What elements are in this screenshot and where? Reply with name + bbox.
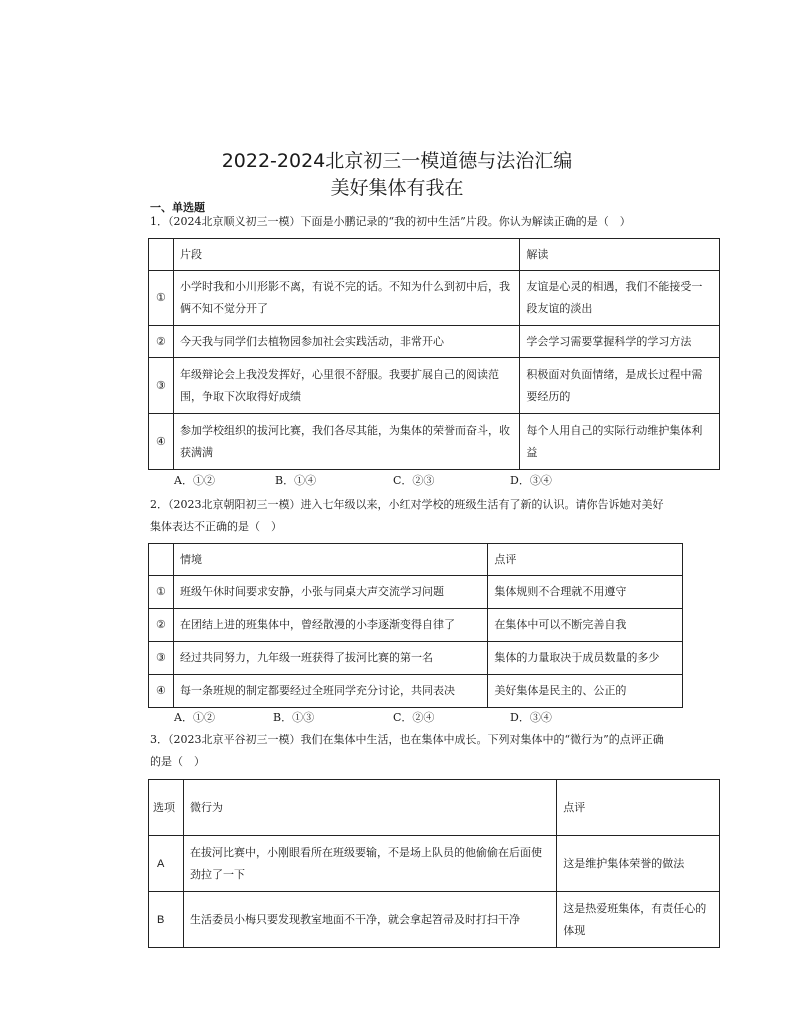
option-b: B．①③ [273,711,315,724]
row-comment: 这是维护集体荣誉的做法 [557,836,720,892]
table-row [149,358,720,414]
q3-stem-line2: 的是（ ） [150,755,205,768]
row-number: ① [149,576,174,609]
q3-table [148,779,720,948]
section-heading: 一、单选题 [150,201,205,214]
row-comment: 积极面对负面情绪，是成长过程中需要经历的 [520,358,720,414]
q1-table [148,238,720,470]
page-subtitle: 美好集体有我在 [330,177,464,199]
row-comment: 集体的力量取决于成员数量的多少 [488,642,683,675]
row-comment: 这是热爱班集体，有责任心的体现 [557,892,720,948]
row-number: ④ [149,675,174,708]
option-c: C．②③ [393,474,435,487]
q2-table [148,543,683,708]
table-row [149,414,720,470]
table-row [149,576,683,609]
row-number: ① [149,271,174,326]
table-row [149,326,720,358]
row-comment: 集体规则不合理就不用遵守 [488,576,683,609]
table-header: 微行为 [183,780,556,836]
table-header: 情境 [173,544,487,576]
row-option: B [149,892,184,948]
table-row [149,675,683,708]
row-comment: 学会学习需要掌握科学的学习方法 [520,326,720,358]
row-text: 生活委员小梅只要发现教室地面不干净，就会拿起笤帚及时打扫干净 [183,892,556,948]
table-header-row [149,544,683,576]
option-a: A．①② [174,711,215,724]
q1-stem: 1．（2024北京顺义初三一模）下面是小鹏记录的“我的初中生活”片段。你认为解读正确的是（ ） [150,215,631,228]
table-header: 解读 [520,239,720,271]
row-text: 小学时我和小川形影不离，有说不完的话。不知为什么到初中后，我俩不知不觉分开了 [173,271,519,326]
table-row [149,892,720,948]
table-header: 点评 [557,780,720,836]
table-row [149,642,683,675]
row-comment: 友谊是心灵的相遇，我们不能接受一段友谊的淡出 [520,271,720,326]
option-c: C．②④ [393,711,435,724]
table-row [149,836,720,892]
row-text: 经过共同努力，九年级一班获得了拔河比赛的第一名 [173,642,487,675]
q2-stem-line2: 集体表达不正确的是（ ） [150,520,282,533]
q2-stem-line1: 2．（2023北京朝阳初三一模）进入七年级以来，小红对学校的班级生活有了新的认识。请你告诉她对美好 [150,498,664,511]
option-b: B．①④ [275,474,317,487]
table-row [149,609,683,642]
table-header-row [149,239,720,271]
row-text: 每一条班规的制定都要经过全班同学充分讨论，共同表决 [173,675,487,708]
row-number: ② [149,609,174,642]
page-title: 2022-2024北京初三一模道德与法治汇编 [221,150,573,172]
row-text: 在团结上进的班集体中，曾经散漫的小李逐渐变得自律了 [173,609,487,642]
row-text: 在拔河比赛中，小刚眼看所在班级要输，不是场上队员的他偷偷在后面使劲拉了一下 [183,836,556,892]
row-comment: 美好集体是民主的、公正的 [488,675,683,708]
row-text: 今天我与同学们去植物园参加社会实践活动，非常开心 [173,326,519,358]
row-text: 年级辩论会上我没发挥好，心里很不舒服。我要扩展自己的阅读范围，争取下次取得好成绩 [173,358,519,414]
row-number: ③ [149,358,174,414]
row-comment: 每个人用自己的实际行动维护集体利益 [520,414,720,470]
table-header: 片段 [173,239,519,271]
q3-stem-line1: 3．（2023北京平谷初三一模）我们在集体中生活，也在集体中成长。下列对集体中的“微行为”的点评正确 [150,733,664,746]
row-text: 班级午休时间要求安静，小张与同桌大声交流学习问题 [173,576,487,609]
row-number: ④ [149,414,174,470]
option-d: D．③④ [510,711,552,724]
option-a: A．①② [174,474,215,487]
table-cell [149,544,174,576]
row-option: A [149,836,184,892]
row-comment: 在集体中可以不断完善自我 [488,609,683,642]
row-number: ③ [149,642,174,675]
option-d: D．③④ [510,474,552,487]
table-row [149,271,720,326]
table-header: 选项 [149,780,184,836]
table-cell [149,239,174,271]
row-number: ② [149,326,174,358]
row-text: 参加学校组织的拔河比赛，我们各尽其能，为集体的荣誉而奋斗，收获满满 [173,414,519,470]
table-header: 点评 [488,544,683,576]
table-header-row [149,780,720,836]
